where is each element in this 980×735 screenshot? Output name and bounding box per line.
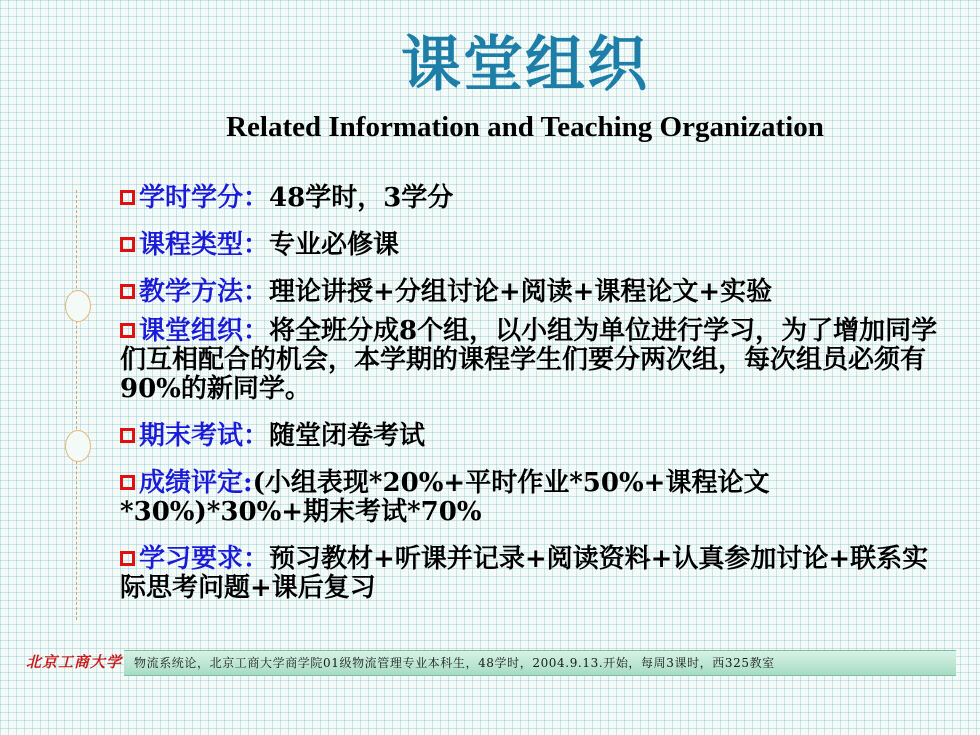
item-label: 成绩评定: [139, 468, 244, 498]
item-text: 将全班分成8个组，以小组为单位进行学习，为了增加同学们互相配合的机会，本学期的课程学生们要分两次组，每次组员必须有90%的新同学。: [120, 316, 938, 404]
list-item-course-type: 课程类型：专业必修课: [120, 231, 940, 260]
item-label: 期末考试: [139, 421, 244, 451]
list-item-final-exam: 期末考试：随堂闭卷考试: [120, 422, 940, 451]
footer-text: 物流系统论，北京工商大学商学院01级物流管理专业本科生，48学时，2004.9.13.开始，每周3课时，西325教室: [134, 656, 775, 670]
ring-icon: [65, 290, 91, 322]
ring-icon: [65, 430, 91, 462]
list-item-class-organization: 课堂组织：将全班分成8个组，以小组为单位进行学习，为了增加同学们互相配合的机会，本学期的课程学生们要分两次组，每次组员必须有90%的新同学。: [120, 316, 938, 404]
square-bullet-icon: [120, 190, 135, 205]
item-text: 理论讲授+分组讨论+阅读+课程论文+实验: [269, 277, 773, 307]
item-label: 课程类型: [139, 230, 244, 260]
list-item-grading: 成绩评定:(小组表现*20%+平时作业*50%+课程论文*30%)*30%+期末考试*70%: [120, 468, 770, 527]
item-label: 学习要求: [139, 544, 244, 574]
university-logo: 北京工商大学: [26, 653, 123, 671]
square-bullet-icon: [120, 237, 135, 252]
square-bullet-icon: [120, 475, 135, 490]
item-text: 随堂闭卷考试: [269, 421, 426, 451]
item-text: 专业必修课: [269, 230, 400, 260]
decorative-dashed-line: [76, 190, 77, 620]
square-bullet-icon: [120, 284, 135, 299]
item-label: 学时学分: [139, 183, 244, 213]
item-text: (小组表现*20%+平时作业*50%+课程论文*30%)*30%+期末考试*70%: [120, 468, 770, 527]
bullet-list: [120, 184, 940, 621]
item-label: 教学方法: [139, 277, 244, 307]
item-label: 课堂组织: [139, 316, 244, 346]
item-text: 预习教材+听课并记录+阅读资料+认真参加讨论+联系实际思考问题+课后复习: [120, 544, 929, 603]
slide-title: 课堂组织: [401, 30, 649, 100]
square-bullet-icon: [120, 551, 135, 566]
list-item-hours-credits: 学时学分：48学时，3学分: [120, 184, 940, 213]
item-text: 48学时，3学分: [269, 183, 454, 213]
square-bullet-icon: [120, 428, 135, 443]
list-item-teaching-method: 教学方法：理论讲授+分组讨论+阅读+课程论文+实验: [120, 278, 940, 307]
slide-subtitle: Related Information and Teaching Organization: [226, 111, 824, 143]
square-bullet-icon: [120, 323, 135, 338]
list-item-study-requirements: 学习要求：预习教材+听课并记录+阅读资料+认真参加讨论+联系实际思考问题+课后复习: [120, 544, 929, 603]
